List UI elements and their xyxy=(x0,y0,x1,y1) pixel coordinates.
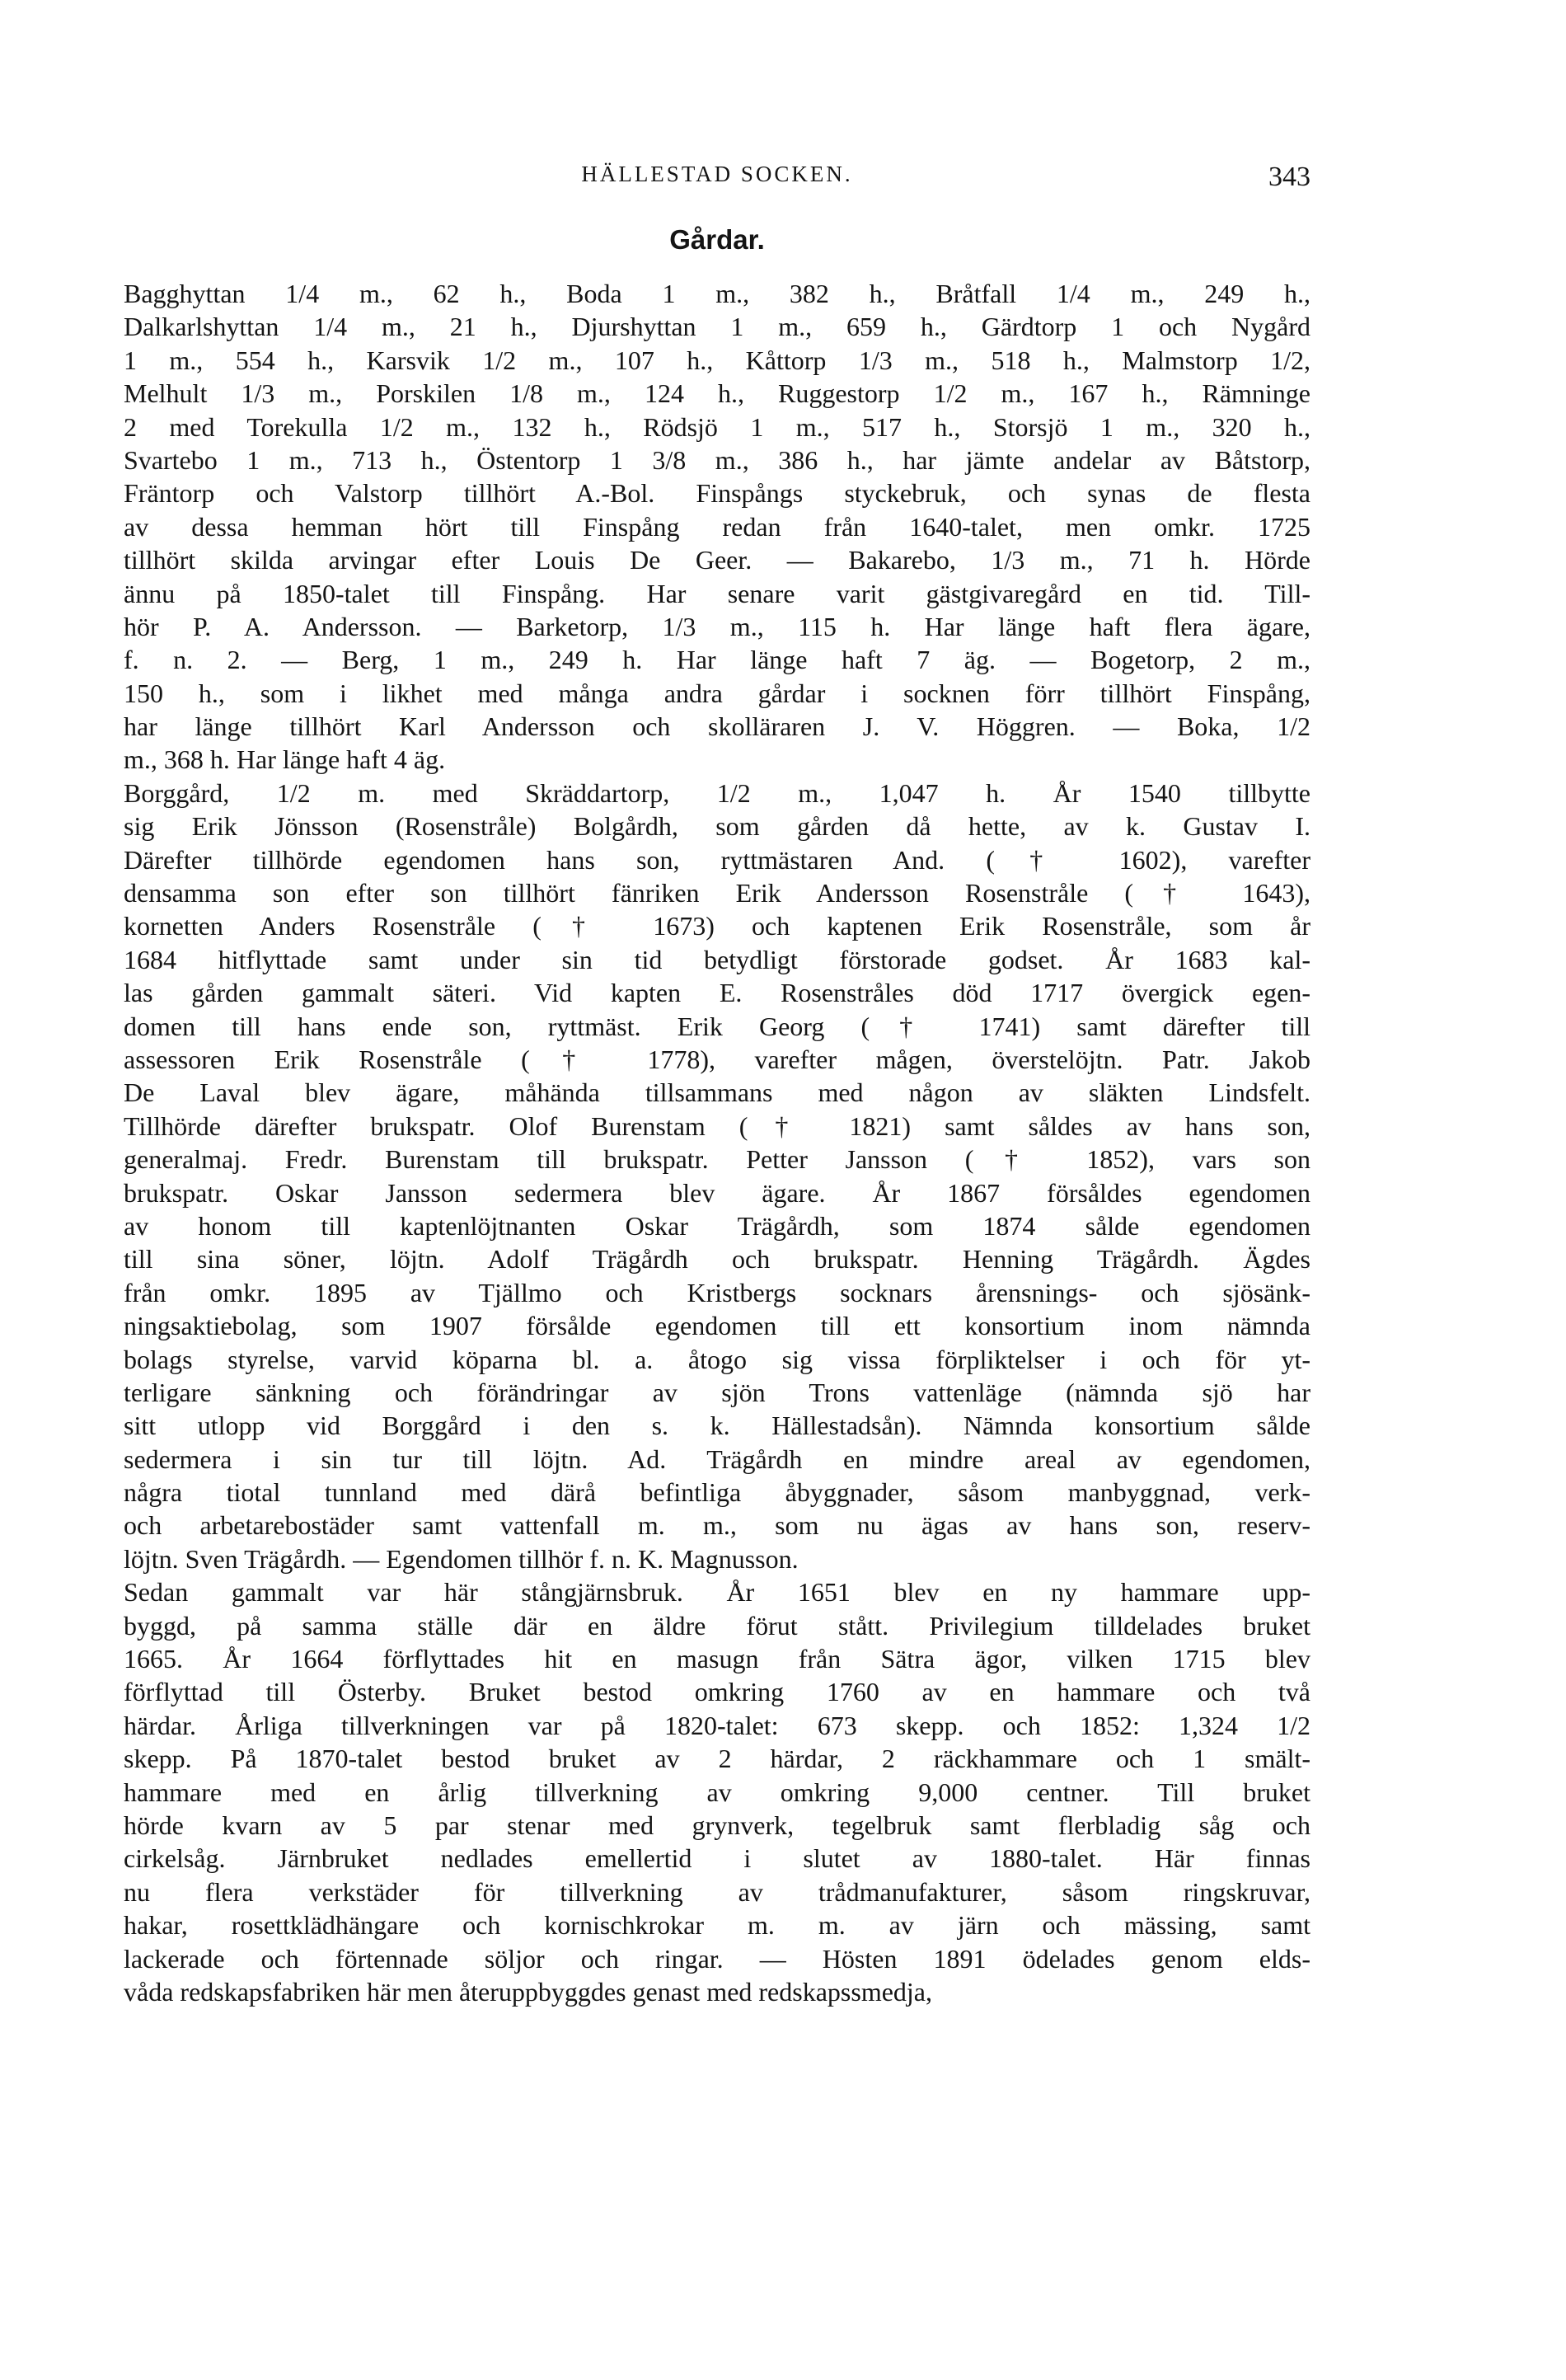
text-line: Fräntorp och Valstorp tillhört A.-Bol. Finspångs styckebruk, och synas de flesta xyxy=(124,478,1310,509)
text-line: 1 m., 554 h., Karsvik 1/2 m., 107 h., Kåttorp 1/3 m., 518 h., Malmstorp 1/2, xyxy=(124,345,1310,375)
text-line: av dessa hemman hört till Finspång redan från 1640-talet, men omkr. 1725 xyxy=(124,511,1310,542)
text-line: bolags styrelse, varvid köparna bl. a. åtogo sig vissa förpliktelser i och för yt- xyxy=(124,1344,1310,1374)
text-line: hakar, rosettklädhängare och kornischkrokar m. m. av järn och mässing, samt xyxy=(124,1910,1310,1941)
text-line: byggd, på samma ställe där en äldre förut stått. Privilegium tilldelades bruket xyxy=(124,1610,1310,1641)
text-line: terligare sänkning och förändringar av sjön Trons vattenläge (nämnda sjö har xyxy=(124,1377,1310,1407)
page-number: 343 xyxy=(1268,162,1310,192)
text-line: assessoren Erik Rosenstråle († 1778), varefter mågen, överstelöjtn. Patr. Jakob xyxy=(124,1044,1310,1074)
text-line: ännu på 1850-talet till Finspång. Har senare varit gästgivaregård en tid. Till- xyxy=(124,578,1310,608)
text-line: las gården gammalt säteri. Vid kapten E. Rosenstråles död 1717 övergick egen- xyxy=(124,978,1310,1008)
text-line: Borggård, 1/2 m. med Skräddartorp, 1/2 m., 1,047 h. År 1540 tillbytte xyxy=(124,777,1310,808)
text-line: sitt utlopp vid Borggård i den s. k. Hällestadsån). Nämnda konsortium sålde xyxy=(124,1411,1310,1441)
text-line: cirkelsåg. Järnbruket nedlades emellertid i slutet av 1880-talet. Här finnas xyxy=(124,1843,1310,1874)
text-line: och arbetarebostäder samt vattenfall m. m., som nu ägas av hans son, reserv- xyxy=(124,1510,1310,1541)
text-line: brukspatr. Oskar Jansson sedermera blev ägare. År 1867 försåldes egendomen xyxy=(124,1177,1310,1208)
text-line: till sina söner, löjtn. Adolf Trägårdh och brukspatr. Henning Trägårdh. Ägdes xyxy=(124,1244,1310,1274)
text-line: ningsaktiebolag, som 1907 försålde egendomen till ett konsortium inom nämnda xyxy=(124,1311,1310,1341)
text-line: hör P. A. Andersson. — Barketorp, 1/3 m., 115 h. Har länge haft flera ägare, xyxy=(124,611,1310,641)
text-line: löjtn. Sven Trägårdh. — Egendomen tillhör f. n. K. Magnusson. xyxy=(124,1543,799,1574)
text-line: hammare med en årlig tillverkning av omkring 9,000 centner. Till bruket xyxy=(124,1777,1310,1807)
text-line: förflyttad till Österby. Bruket bestod omkring 1760 av en hammare och två xyxy=(124,1677,1310,1707)
text-line: härdar. Årliga tillverkningen var på 1820-talet: 673 skepp. och 1852: 1,324 1/2 xyxy=(124,1710,1310,1740)
text-line: m., 368 h. Har länge haft 4 äg. xyxy=(124,744,446,775)
text-line: från omkr. 1895 av Tjällmo och Kristbergs socknars årensnings- och sjösänk- xyxy=(124,1277,1310,1307)
text-line: kornetten Anders Rosenstråle († 1673) och kaptenen Erik Rosenstråle, som år xyxy=(124,911,1310,941)
text-line: tillhört skilda arvingar efter Louis De Geer. — Bakarebo, 1/3 m., 71 h. Hörde xyxy=(124,545,1310,575)
text-line: De Laval blev ägare, måhända tillsammans med någon av släkten Lindsfelt. xyxy=(124,1077,1310,1108)
running-title: HÄLLESTAD SOCKEN. xyxy=(581,162,853,186)
text-line: Sedan gammalt var här stångjärnsbruk. År 1651 blev en ny hammare upp- xyxy=(124,1577,1310,1608)
text-line: Melhult 1/3 m., Porskilen 1/8 m., 124 h., Ruggestorp 1/2 m., 167 h., Rämninge xyxy=(124,378,1310,409)
text-line: sig Erik Jönsson (Rosenstråle) Bolgårdh, som gården då hette, av k. Gustav I. xyxy=(124,811,1310,842)
body-text xyxy=(124,277,1310,2008)
text-line: Svartebo 1 m., 713 h., Östentorp 1 3/8 m., 386 h., har jämte andelar av Båtstorp, xyxy=(124,444,1310,475)
text-line: hörde kvarn av 5 par stenar med grynverk, tegelbruk samt flerbladig såg och xyxy=(124,1810,1310,1840)
text-line: nu flera verkstäder för tillverkning av trådmanufakturer, såsom ringskruvar, xyxy=(124,1876,1310,1907)
text-line: Dalkarlshyttan 1/4 m., 21 h., Djurshyttan 1 m., 659 h., Gärdtorp 1 och Nygård xyxy=(124,312,1310,342)
text-line: f. n. 2. — Berg, 1 m., 249 h. Har länge haft 7 äg. — Bogetorp, 2 m., xyxy=(124,645,1310,675)
section-heading: Gårdar. xyxy=(669,224,765,255)
text-line: av honom till kaptenlöjtnanten Oskar Trägårdh, som 1874 sålde egendomen xyxy=(124,1210,1310,1241)
text-line: Tillhörde därefter brukspatr. Olof Burenstam († 1821) samt såldes av hans son, xyxy=(124,1110,1310,1141)
text-line: Därefter tillhörde egendomen hans son, ryttmästaren And. († 1602), varefter xyxy=(124,844,1310,875)
text-line: 1684 hitflyttade samt under sin tid betydligt förstorade godset. År 1683 kal- xyxy=(124,944,1310,974)
text-line: sedermera i sin tur till löjtn. Ad. Trägårdh en mindre areal av egendomen, xyxy=(124,1443,1310,1474)
text-line: lackerade och förtennade söljor och ringar. — Hösten 1891 ödelades genom elds- xyxy=(124,1943,1310,1974)
running-head xyxy=(124,162,1310,195)
text-line: 2 med Torekulla 1/2 m., 132 h., Rödsjö 1 m., 517 h., Storsjö 1 m., 320 h., xyxy=(124,411,1310,442)
text-line: densamma son efter son tillhört fänriken Erik Andersson Rosenstråle († 1643), xyxy=(124,878,1310,908)
text-line: Bagghyttan 1/4 m., 62 h., Boda 1 m., 382 h., Bråtfall 1/4 m., 249 h., xyxy=(124,279,1310,308)
text-line: våda redskapsfabriken här men återuppbyggdes genast med redskapssmedja, xyxy=(124,1976,932,2007)
text-line: 1665. År 1664 förflyttades hit en masugn från Sätra ägor, vilken 1715 blev xyxy=(124,1644,1310,1674)
text-line: skepp. På 1870-talet bestod bruket av 2 härdar, 2 räckhammare och 1 smält- xyxy=(124,1744,1310,1774)
text-line: 150 h., som i likhet med många andra gårdar i socknen förr tillhört Finspång, xyxy=(124,678,1310,708)
text-line: har länge tillhört Karl Andersson och skolläraren J. V. Höggren. — Boka, 1/2 xyxy=(124,711,1310,742)
text-line: generalmaj. Fredr. Burenstam till brukspatr. Petter Jansson († 1852), vars son xyxy=(124,1144,1310,1175)
text-line: domen till hans ende son, ryttmäst. Erik Georg († 1741) samt därefter till xyxy=(124,1011,1310,1041)
text-line: några tiotal tunnland med därå befintliga åbyggnader, såsom manbyggnad, verk- xyxy=(124,1477,1310,1508)
